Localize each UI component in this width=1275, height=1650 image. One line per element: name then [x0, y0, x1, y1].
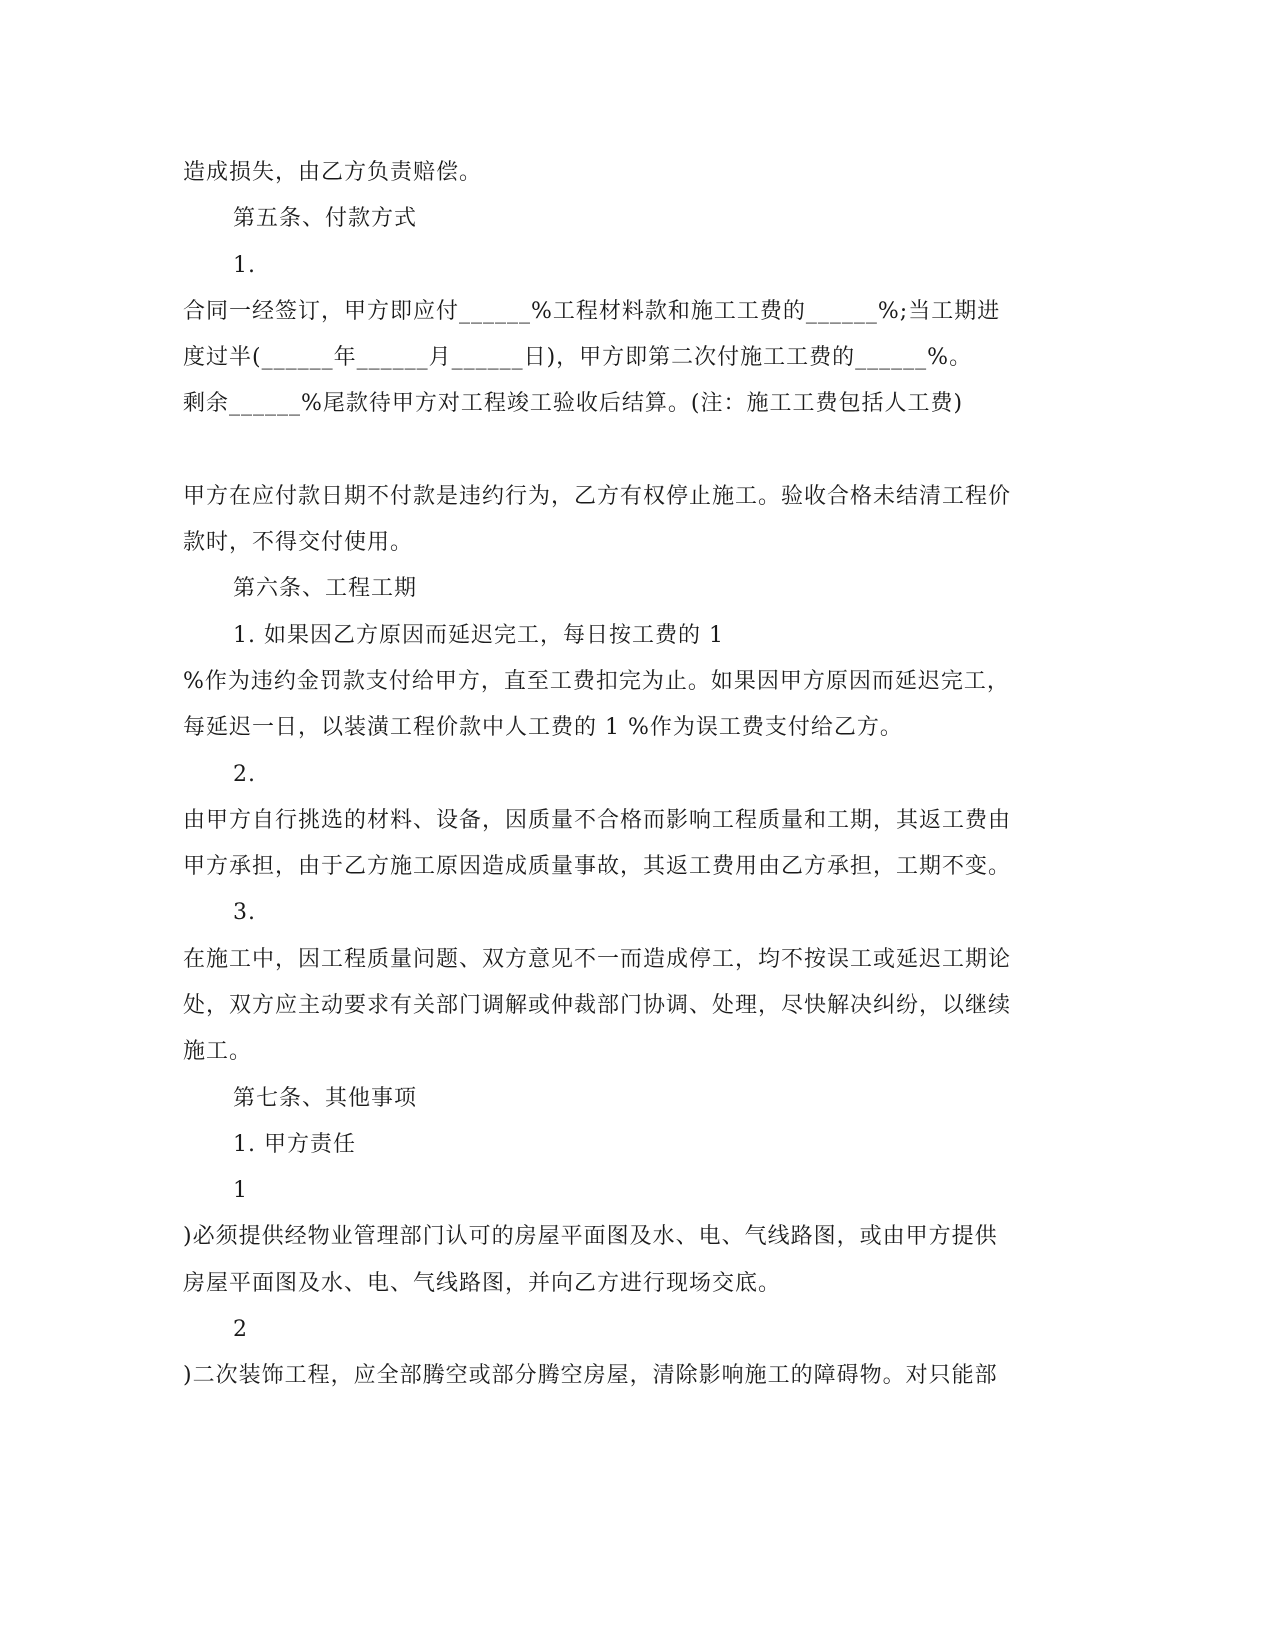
text-line: 房屋平面图及水、电、气线路图，并向乙方进行现场交底。 — [183, 1271, 782, 1296]
text-line: 由甲方自行挑选的材料、设备，因质量不合格而影响工程质量和工期，其返工费由 — [183, 808, 1012, 833]
text-line: 施工。 — [183, 1039, 253, 1064]
item-number: 2. — [233, 762, 256, 787]
section-heading: 第五条、付款方式 — [233, 206, 418, 231]
item-number: 1. — [233, 253, 256, 278]
text-line: 款时，不得交付使用。 — [183, 530, 414, 555]
text-line: 剩余______%尾款待甲方对工程竣工验收后结算。(注：施工工费包括人工费) — [183, 391, 964, 416]
text-line: 造成损失，由乙方负责赔偿。 — [183, 160, 483, 185]
text-line: )二次装饰工程，应全部腾空或部分腾空房屋，清除影响施工的障碍物。对只能部 — [183, 1363, 998, 1388]
text-line: 在施工中，因工程质量问题、双方意见不一而造成停工，均不按误工或延迟工期论 — [183, 947, 1012, 972]
text-line: )必须提供经物业管理部门认可的房屋平面图及水、电、气线路图，或由甲方提供 — [183, 1224, 998, 1249]
text-line: %作为违约金罚款支付给甲方，直至工费扣完为止。如果因甲方原因而延迟完工， — [183, 669, 1010, 694]
item-number: 1 — [233, 1178, 248, 1203]
text-line: 处，双方应主动要求有关部门调解或仲裁部门协调、处理，尽快解决纠纷，以继续 — [183, 993, 1012, 1018]
item-number: 3. — [233, 900, 256, 925]
section-heading: 第七条、其他事项 — [233, 1086, 418, 1111]
item-number: 2 — [233, 1317, 248, 1342]
text-line: 甲方承担，由于乙方施工原因造成质量事故，其返工费用由乙方承担，工期不变。 — [183, 854, 1012, 879]
text-line: 甲方在应付款日期不付款是违约行为，乙方有权停止施工。验收合格未结清工程价 — [183, 484, 1012, 509]
item-number: 1. 如果因乙方原因而延迟完工，每日按工费的 1 — [233, 623, 724, 648]
text-line: 合同一经签订，甲方即应付______%工程材料款和施工工费的______%;当工期进 — [183, 299, 1001, 324]
section-heading: 第六条、工程工期 — [233, 576, 418, 601]
text-line: 每延迟一日，以装潢工程价款中人工费的 1 %作为误工费支付给乙方。 — [183, 715, 903, 740]
item-number: 1. 甲方责任 — [233, 1132, 356, 1157]
text-line: 度过半(______年______月______日)，甲方即第二次付施工工费的______%。 — [183, 345, 973, 370]
